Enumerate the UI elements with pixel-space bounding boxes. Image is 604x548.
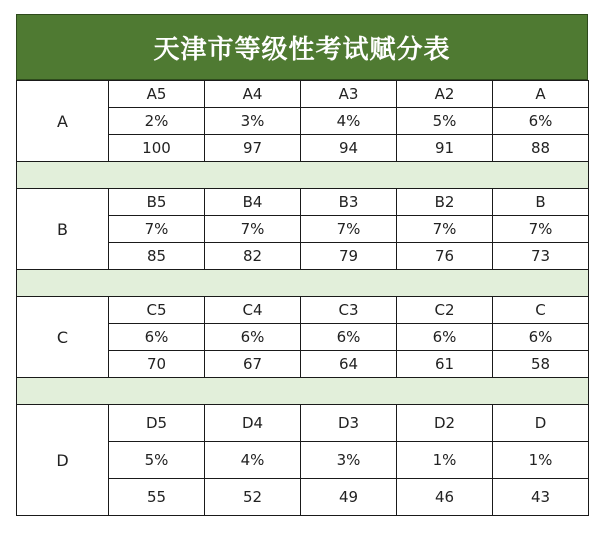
level-cell: C [493,297,589,324]
score-cell: 70 [109,351,205,378]
percent-cell: 6% [397,324,493,351]
score-cell: 64 [301,351,397,378]
separator-cell [17,270,589,297]
level-cell: C5 [109,297,205,324]
level-cell: C3 [301,297,397,324]
percent-cell: 1% [493,442,589,479]
level-cell: A2 [397,81,493,108]
level-cell: D3 [301,405,397,442]
score-cell: 94 [301,135,397,162]
score-cell: 73 [493,243,589,270]
percent-cell: 6% [493,108,589,135]
level-row [17,81,589,108]
percent-cell: 7% [301,216,397,243]
level-cell: B5 [109,189,205,216]
group-separator [17,378,589,405]
percent-cell: 3% [205,108,301,135]
score-cell: 91 [397,135,493,162]
score-cell: 49 [301,479,397,516]
percent-cell: 7% [205,216,301,243]
score-table-body [17,81,589,516]
level-cell: D4 [205,405,301,442]
percent-cell: 6% [109,324,205,351]
level-cell: A4 [205,81,301,108]
level-row [17,405,589,442]
score-cell: 76 [397,243,493,270]
level-cell: B2 [397,189,493,216]
grade-label: A [17,81,109,162]
separator-cell [17,162,589,189]
grade-label: B [17,189,109,270]
title-bar [16,14,588,80]
level-cell: A [493,81,589,108]
score-cell: 43 [493,479,589,516]
level-cell: D5 [109,405,205,442]
level-cell: D [493,405,589,442]
percent-cell: 6% [301,324,397,351]
level-cell: D2 [397,405,493,442]
grade-label: D [17,405,109,516]
score-cell: 67 [205,351,301,378]
score-table [16,80,589,516]
table-title: 天津市等级性考试赋分表 [153,34,451,65]
score-cell: 100 [109,135,205,162]
score-cell: 88 [493,135,589,162]
percent-cell: 4% [301,108,397,135]
percent-cell: 5% [397,108,493,135]
score-cell: 97 [205,135,301,162]
percent-cell: 7% [109,216,205,243]
score-cell: 58 [493,351,589,378]
level-cell: A5 [109,81,205,108]
score-cell: 55 [109,479,205,516]
score-cell: 82 [205,243,301,270]
level-cell: B3 [301,189,397,216]
level-cell: C2 [397,297,493,324]
percent-cell: 6% [493,324,589,351]
percent-cell: 4% [205,442,301,479]
score-cell: 52 [205,479,301,516]
grade-label: C [17,297,109,378]
level-cell: A3 [301,81,397,108]
group-separator [17,270,589,297]
level-row [17,297,589,324]
level-cell: C4 [205,297,301,324]
percent-cell: 2% [109,108,205,135]
percent-cell: 7% [397,216,493,243]
percent-cell: 6% [205,324,301,351]
score-cell: 85 [109,243,205,270]
level-cell: B [493,189,589,216]
percent-cell: 7% [493,216,589,243]
group-separator [17,162,589,189]
score-table-frame [16,14,588,516]
percent-cell: 5% [109,442,205,479]
percent-cell: 3% [301,442,397,479]
percent-cell: 1% [397,442,493,479]
level-cell: B4 [205,189,301,216]
score-cell: 61 [397,351,493,378]
score-cell: 79 [301,243,397,270]
score-cell: 46 [397,479,493,516]
level-row [17,189,589,216]
separator-cell [17,378,589,405]
